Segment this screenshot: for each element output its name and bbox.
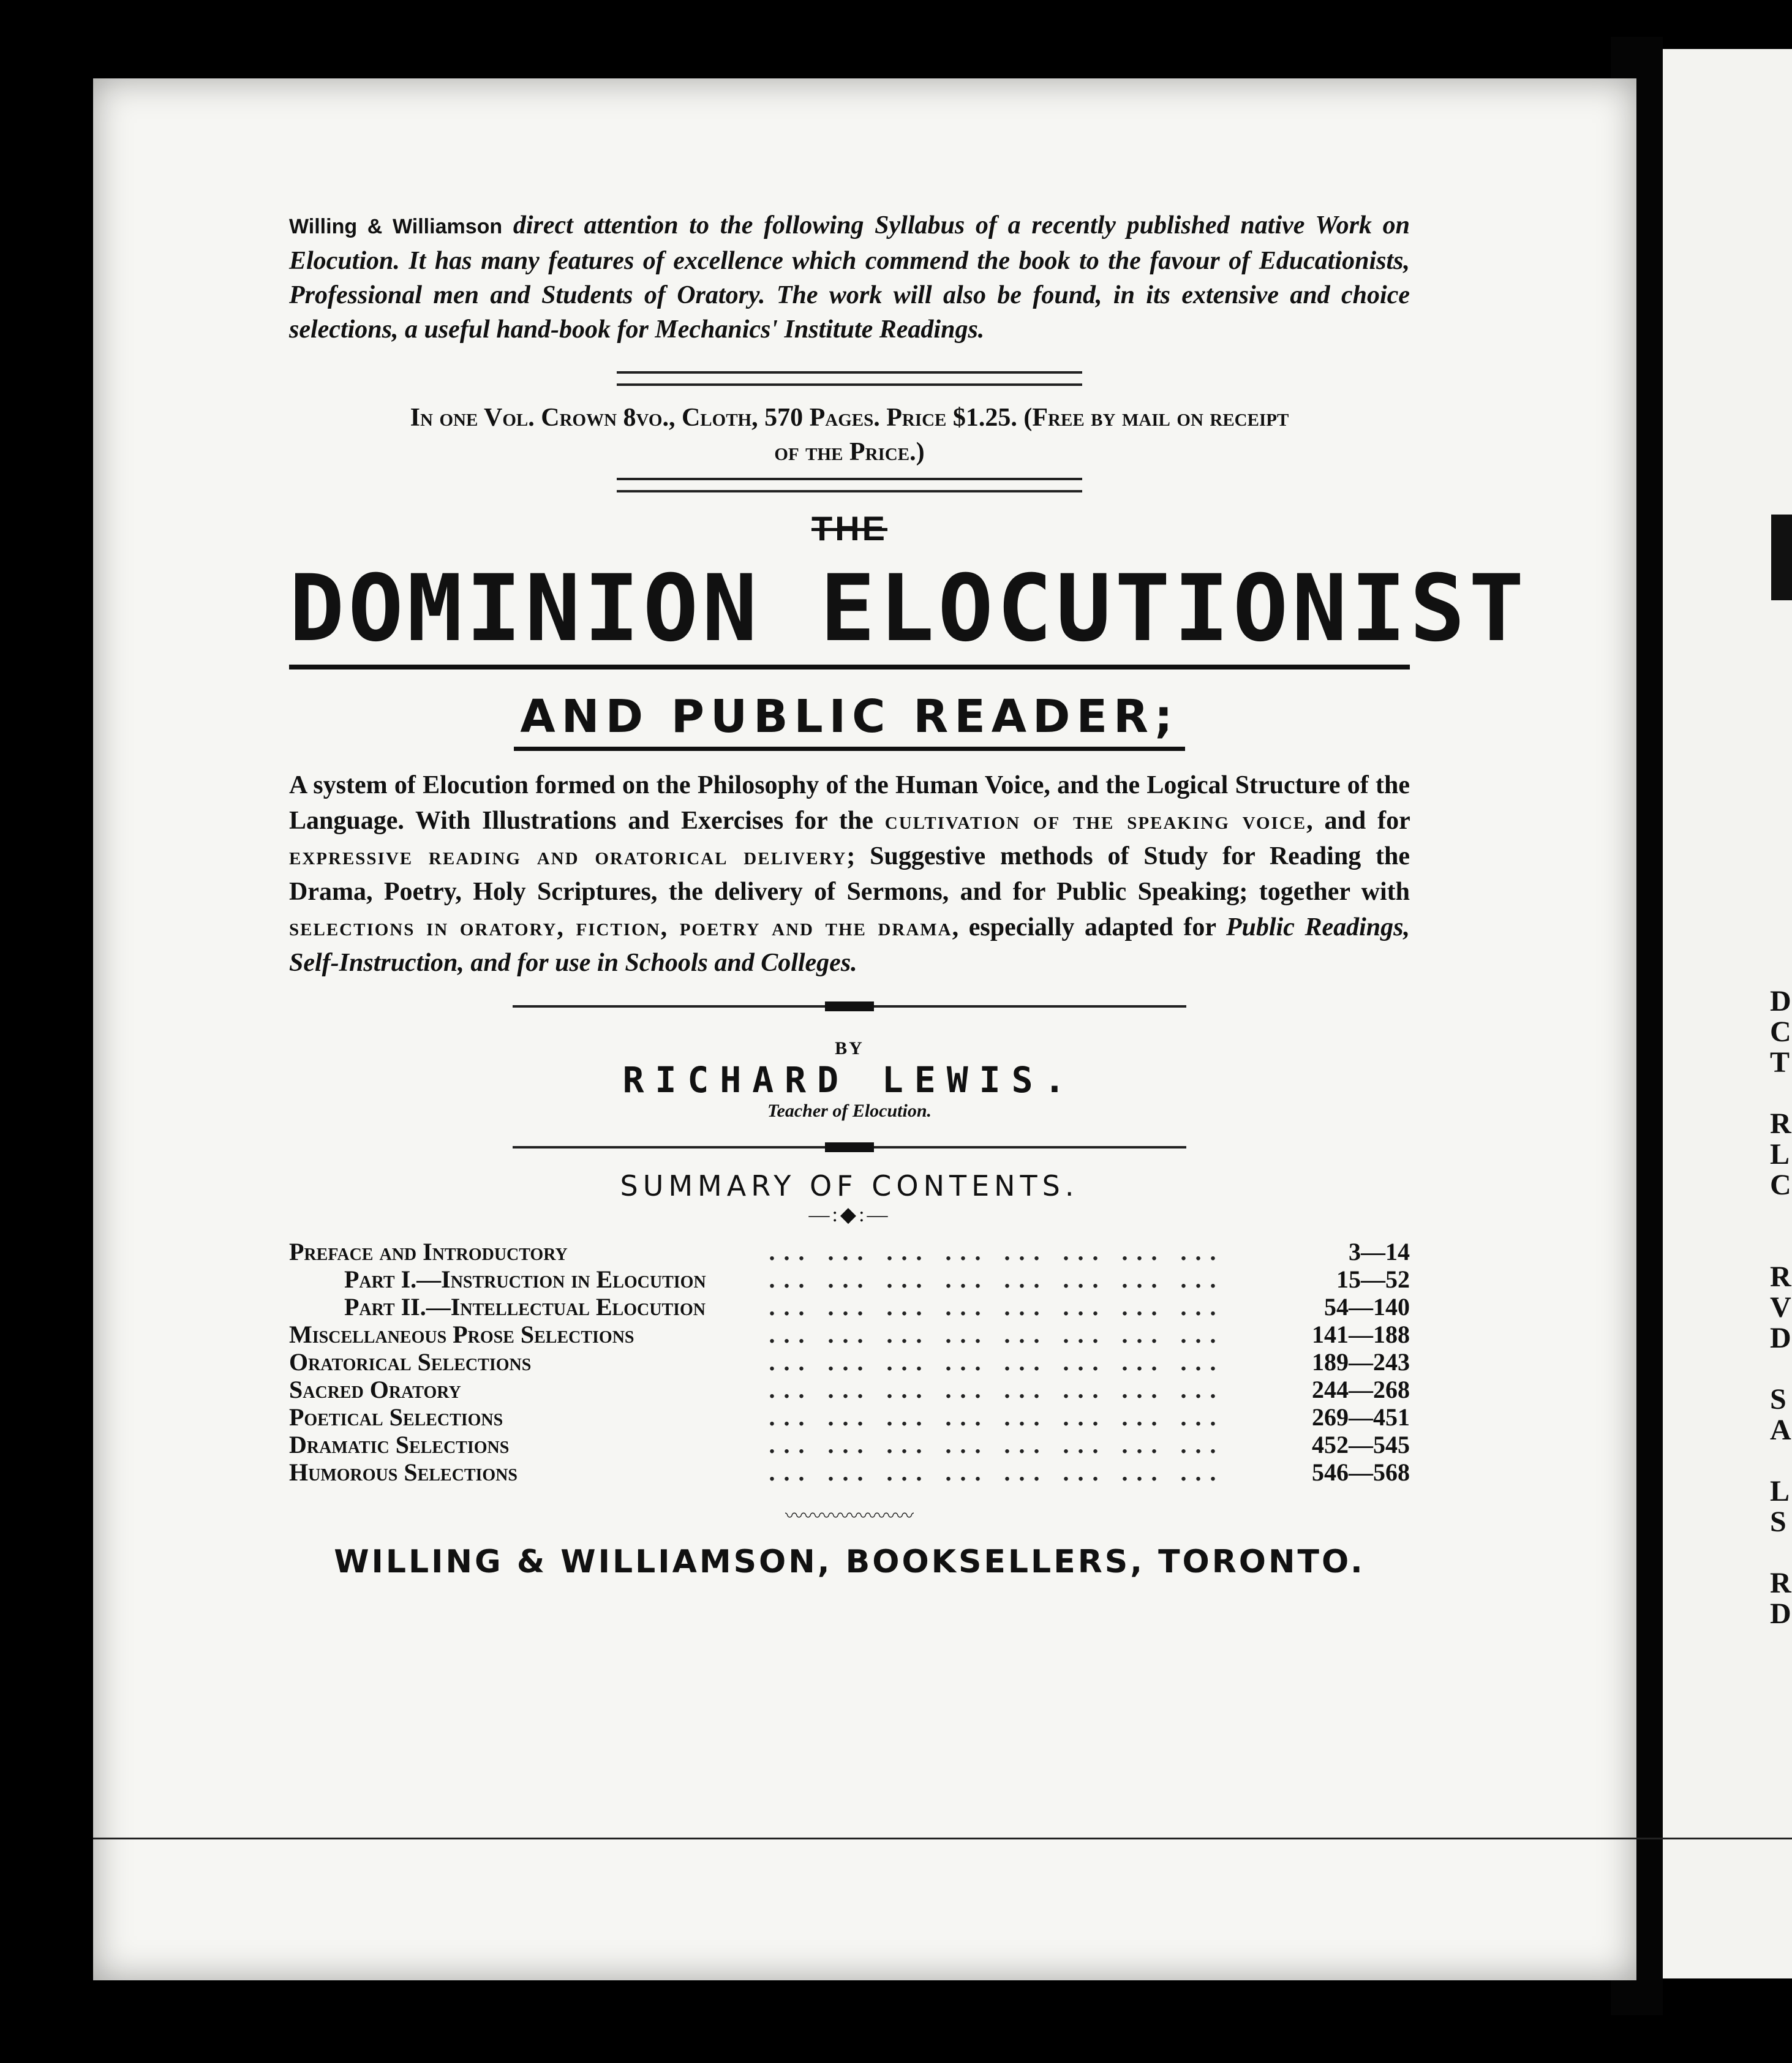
toc-label: Poetical Selections (289, 1403, 503, 1431)
firm-name: Willing & Williamson (289, 215, 503, 238)
desc-smallcaps-2: expressive reading and oratorical delivery (289, 842, 847, 870)
toc-pages: 54—140 (1324, 1293, 1410, 1321)
toc-label: Humorous Selections (289, 1458, 518, 1486)
ornamental-rule-1 (513, 1005, 1186, 1008)
edge-letter: C (1770, 1016, 1791, 1048)
desc-smallcaps-1: cultivation of the speaking voice (884, 807, 1307, 835)
summary-heading: SUMMARY OF CONTENTS. (620, 1169, 1079, 1202)
edge-letter (1770, 1231, 1792, 1262)
book-subtitle (289, 690, 1410, 743)
book-description (289, 767, 1410, 981)
toc-label: Preface and Introductory (289, 1238, 568, 1265)
by-label: BY (835, 1038, 864, 1058)
bottom-rule (93, 1838, 1792, 1839)
intro-text: direct attention to the following Syllabus of a recently published native Work on Elocution. It has many features of excellence which commend the book to the favour of Educationists, Professional men and Students of Oratory. The work will also be found, in its extensive and choice selections, a useful hand-book for Mechanics' Institute Readings. (289, 211, 1410, 344)
edge-letter: R (1770, 1261, 1791, 1293)
toc-label: Part I.—Instruction in Elocution (344, 1265, 706, 1293)
edge-letter (1770, 1354, 1792, 1384)
edge-letter: R (1770, 1107, 1791, 1140)
edge-letter (1770, 1078, 1792, 1109)
toc-label: Sacred Oratory (289, 1376, 461, 1403)
toc-row (289, 1431, 1410, 1458)
toc-label: Oratorical Selections (289, 1348, 532, 1376)
edge-letter: S (1770, 1383, 1786, 1416)
desc-part-2: , and for (1306, 807, 1410, 835)
desc-smallcaps-3: selections in oratory, fiction, poetry and the drama (289, 913, 952, 941)
edge-letter (1770, 1446, 1792, 1476)
toc-pages: 15—52 (1336, 1265, 1410, 1293)
contents-table (289, 1238, 1410, 1486)
edge-letter: V (1770, 1291, 1791, 1324)
toc-leader-dots: ... ... ... ... ... ... ... ... (769, 1348, 1225, 1376)
toc-row (289, 1238, 1410, 1265)
publisher-line: WILLING & WILLIAMSON, BOOKSELLERS, TORONTO. (334, 1544, 1365, 1580)
edge-letter: R (1770, 1567, 1791, 1599)
toc-leader-dots: ... ... ... ... ... ... ... ... (769, 1321, 1225, 1348)
toc-row (289, 1348, 1410, 1376)
edge-letter: L (1770, 1475, 1790, 1507)
toc-label: Part II.—Intellectual Elocution (344, 1293, 706, 1321)
edge-letter: D (1770, 986, 1791, 1017)
toc-row (289, 1403, 1410, 1431)
toc-leader-dots: ... ... ... ... ... ... ... ... (769, 1293, 1225, 1321)
edge-letter: C (1770, 1169, 1791, 1201)
edge-letter (1770, 1201, 1792, 1231)
desc-part-4: , especially adapted for (952, 913, 1216, 941)
toc-pages: 546—568 (1312, 1458, 1410, 1486)
small-ornament: —:◆:— (808, 1204, 890, 1226)
edge-letter: D (1770, 1322, 1791, 1354)
edge-letter: D (1770, 1597, 1791, 1629)
intro-paragraph (289, 208, 1410, 347)
price-line-1: In one Vol. Crown 8vo., Cloth, 570 Pages. Price $1.25. (Free by mail on receipt (410, 404, 1289, 432)
facing-page-large-letter (1771, 515, 1792, 600)
toc-pages: 269—451 (1312, 1403, 1410, 1431)
toc-row (289, 1376, 1410, 1403)
advertisement-content (289, 208, 1528, 1580)
book-title: DOMINION ELOCUTIONIST (289, 557, 1410, 669)
title-article: THE (811, 509, 887, 548)
edge-letter (1770, 1537, 1792, 1568)
facing-page-letters (1770, 986, 1792, 1629)
price-line-2: of the Price.) (774, 438, 925, 466)
toc-leader-dots: ... ... ... ... ... ... ... ... (769, 1431, 1225, 1458)
toc-pages: 141—188 (1312, 1321, 1410, 1348)
toc-row (289, 1321, 1410, 1348)
toc-pages: 244—268 (1312, 1376, 1410, 1403)
toc-leader-dots: ... ... ... ... ... ... ... ... (769, 1458, 1225, 1486)
desc-italic: Public Readings, Self-Instruction, and for use in Schools and Colleges. (289, 913, 1410, 977)
edge-letter: T (1770, 1046, 1790, 1079)
toc-row (289, 1458, 1410, 1486)
toc-row (289, 1293, 1410, 1321)
double-rule-bottom (617, 478, 1082, 492)
toc-label: Miscellaneous Prose Selections (289, 1321, 634, 1348)
toc-leader-dots: ... ... ... ... ... ... ... ... (769, 1376, 1225, 1403)
double-rule-top (617, 371, 1082, 386)
toc-row (289, 1265, 1410, 1293)
wave-ornament: 〰〰〰〰〰〰〰 (785, 1506, 914, 1526)
toc-pages: 3—14 (1349, 1238, 1410, 1265)
toc-pages: 452—545 (1312, 1431, 1410, 1458)
subtitle-text: AND PUBLIC READER; (514, 690, 1184, 751)
toc-leader-dots: ... ... ... ... ... ... ... ... (769, 1403, 1225, 1431)
desc-part-3: ; Suggestive methods of Study for Reading the Drama, Poetry, Holy Scriptures, the delivery of Sermons, and for Public Speaking; together with (289, 842, 1410, 906)
toc-pages: 189—243 (1312, 1348, 1410, 1376)
desc-part-1: A system of Elocution formed on the Philosophy of the Human Voice, and the Logical Structure of the Language. With Illustrations and Exercises for the (289, 771, 1410, 835)
toc-label: Dramatic Selections (289, 1431, 510, 1458)
toc-leader-dots: ... ... ... ... ... ... ... ... (769, 1265, 1225, 1293)
edge-letter: S (1770, 1506, 1786, 1538)
author-title: Teacher of Elocution. (767, 1101, 932, 1121)
edge-letter: L (1770, 1138, 1790, 1171)
ornamental-rule-2 (513, 1146, 1186, 1148)
edge-letter: A (1770, 1414, 1791, 1446)
toc-leader-dots: ... ... ... ... ... ... ... ... (769, 1238, 1225, 1265)
author-name: RICHARD LEWIS. (622, 1059, 1077, 1101)
